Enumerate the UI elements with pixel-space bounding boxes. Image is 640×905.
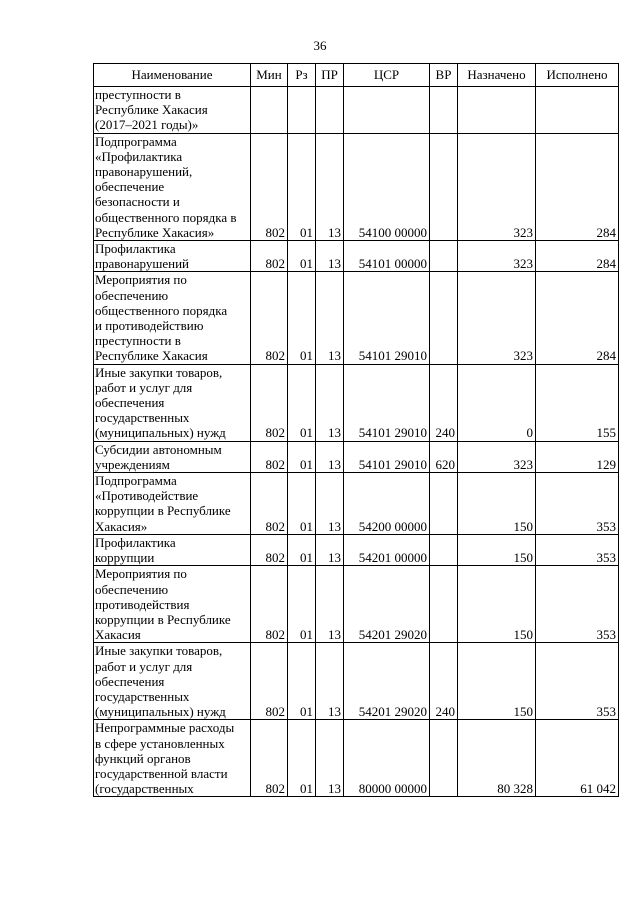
cell-csr: 80000 00000 xyxy=(344,720,430,797)
table-row xyxy=(94,643,619,720)
cell-name: Иные закупки товаров, работ и услуг для обеспечения государственных (муниципальных) нужд xyxy=(94,364,251,441)
cell-min: 802 xyxy=(251,473,288,535)
cell-name: Подпрограмма «Противодействие коррупции в Республике Хакасия» xyxy=(94,473,251,535)
cell-executed: 353 xyxy=(536,534,619,565)
cell-executed: 353 xyxy=(536,643,619,720)
cell-vr: 240 xyxy=(430,643,458,720)
cell-csr: 54100 00000 xyxy=(344,133,430,240)
cell-min: 802 xyxy=(251,272,288,364)
cell-name: Мероприятия по обеспечению общественного порядка и противодействию преступности в Республике Хакасия xyxy=(94,272,251,364)
cell-assigned: 150 xyxy=(458,534,536,565)
cell-min: 802 xyxy=(251,364,288,441)
table-row xyxy=(94,133,619,240)
cell-assigned: 323 xyxy=(458,133,536,240)
header-min: Мин xyxy=(251,64,288,87)
cell-min xyxy=(251,87,288,134)
cell-rz: 01 xyxy=(288,473,316,535)
cell-pr: 13 xyxy=(316,566,344,643)
cell-assigned: 150 xyxy=(458,643,536,720)
cell-vr xyxy=(430,534,458,565)
cell-vr xyxy=(430,272,458,364)
table-row xyxy=(94,87,619,134)
cell-csr: 54201 29020 xyxy=(344,566,430,643)
cell-min: 802 xyxy=(251,441,288,472)
cell-vr xyxy=(430,87,458,134)
table-row xyxy=(94,720,619,797)
cell-pr: 13 xyxy=(316,720,344,797)
cell-pr: 13 xyxy=(316,133,344,240)
cell-min: 802 xyxy=(251,720,288,797)
cell-rz: 01 xyxy=(288,566,316,643)
cell-executed: 284 xyxy=(536,241,619,272)
cell-min: 802 xyxy=(251,566,288,643)
cell-executed: 284 xyxy=(536,133,619,240)
header-rz: Рз xyxy=(288,64,316,87)
cell-vr xyxy=(430,241,458,272)
table-row xyxy=(94,241,619,272)
header-name: Наименование xyxy=(94,64,251,87)
cell-pr: 13 xyxy=(316,643,344,720)
cell-pr: 13 xyxy=(316,241,344,272)
cell-assigned: 150 xyxy=(458,473,536,535)
cell-name: Мероприятия по обеспечению противодействия коррупции в Республике Хакасия xyxy=(94,566,251,643)
header-vr: ВР xyxy=(430,64,458,87)
cell-assigned: 150 xyxy=(458,566,536,643)
cell-vr xyxy=(430,566,458,643)
cell-rz: 01 xyxy=(288,241,316,272)
cell-pr xyxy=(316,87,344,134)
cell-min: 802 xyxy=(251,534,288,565)
table-row xyxy=(94,441,619,472)
cell-csr: 54201 29020 xyxy=(344,643,430,720)
cell-name: Субсидии автономным учреждениям xyxy=(94,441,251,472)
cell-pr: 13 xyxy=(316,441,344,472)
cell-assigned xyxy=(458,87,536,134)
table-row xyxy=(94,566,619,643)
cell-vr xyxy=(430,133,458,240)
cell-csr: 54101 29010 xyxy=(344,364,430,441)
cell-rz: 01 xyxy=(288,133,316,240)
cell-rz: 01 xyxy=(288,364,316,441)
cell-assigned: 323 xyxy=(458,241,536,272)
cell-executed: 284 xyxy=(536,272,619,364)
cell-rz: 01 xyxy=(288,272,316,364)
cell-name: Иные закупки товаров, работ и услуг для обеспечения государственных (муниципальных) нужд xyxy=(94,643,251,720)
cell-name: преступности в Республике Хакасия (2017–2021 годы)» xyxy=(94,87,251,134)
cell-rz: 01 xyxy=(288,534,316,565)
cell-name: Профилактика правонарушений xyxy=(94,241,251,272)
cell-assigned: 80 328 xyxy=(458,720,536,797)
header-pr: ПР xyxy=(316,64,344,87)
cell-name: Непрограммные расходы в сфере установленных функций органов государственной власти (государственных xyxy=(94,720,251,797)
cell-min: 802 xyxy=(251,241,288,272)
header-csr: ЦСР xyxy=(344,64,430,87)
cell-min: 802 xyxy=(251,643,288,720)
cell-pr: 13 xyxy=(316,364,344,441)
cell-assigned: 0 xyxy=(458,364,536,441)
table-row xyxy=(94,272,619,364)
cell-csr: 54101 29010 xyxy=(344,441,430,472)
page-number: 36 xyxy=(313,38,327,53)
cell-csr: 54101 29010 xyxy=(344,272,430,364)
cell-csr: 54200 00000 xyxy=(344,473,430,535)
cell-executed: 353 xyxy=(536,566,619,643)
cell-rz xyxy=(288,87,316,134)
header-executed: Исполнено xyxy=(536,64,619,87)
cell-assigned: 323 xyxy=(458,272,536,364)
cell-executed: 129 xyxy=(536,441,619,472)
cell-name: Профилактика коррупции xyxy=(94,534,251,565)
cell-vr: 620 xyxy=(430,441,458,472)
cell-executed: 61 042 xyxy=(536,720,619,797)
cell-rz: 01 xyxy=(288,720,316,797)
cell-pr: 13 xyxy=(316,272,344,364)
cell-csr xyxy=(344,87,430,134)
cell-rz: 01 xyxy=(288,441,316,472)
cell-executed: 155 xyxy=(536,364,619,441)
cell-csr: 54201 00000 xyxy=(344,534,430,565)
table-header-row xyxy=(94,64,619,87)
cell-executed: 353 xyxy=(536,473,619,535)
cell-min: 802 xyxy=(251,133,288,240)
table-row xyxy=(94,473,619,535)
cell-vr xyxy=(430,473,458,535)
table-row xyxy=(94,534,619,565)
budget-table xyxy=(93,63,619,797)
cell-pr: 13 xyxy=(316,473,344,535)
cell-vr xyxy=(430,720,458,797)
table-row xyxy=(94,364,619,441)
header-assigned: Назначено xyxy=(458,64,536,87)
cell-name: Подпрограмма «Профилактика правонарушений, обеспечение безопасности и общественного порядка в Республике Хакасия» xyxy=(94,133,251,240)
cell-assigned: 323 xyxy=(458,441,536,472)
cell-csr: 54101 00000 xyxy=(344,241,430,272)
cell-vr: 240 xyxy=(430,364,458,441)
cell-pr: 13 xyxy=(316,534,344,565)
cell-rz: 01 xyxy=(288,643,316,720)
cell-executed xyxy=(536,87,619,134)
